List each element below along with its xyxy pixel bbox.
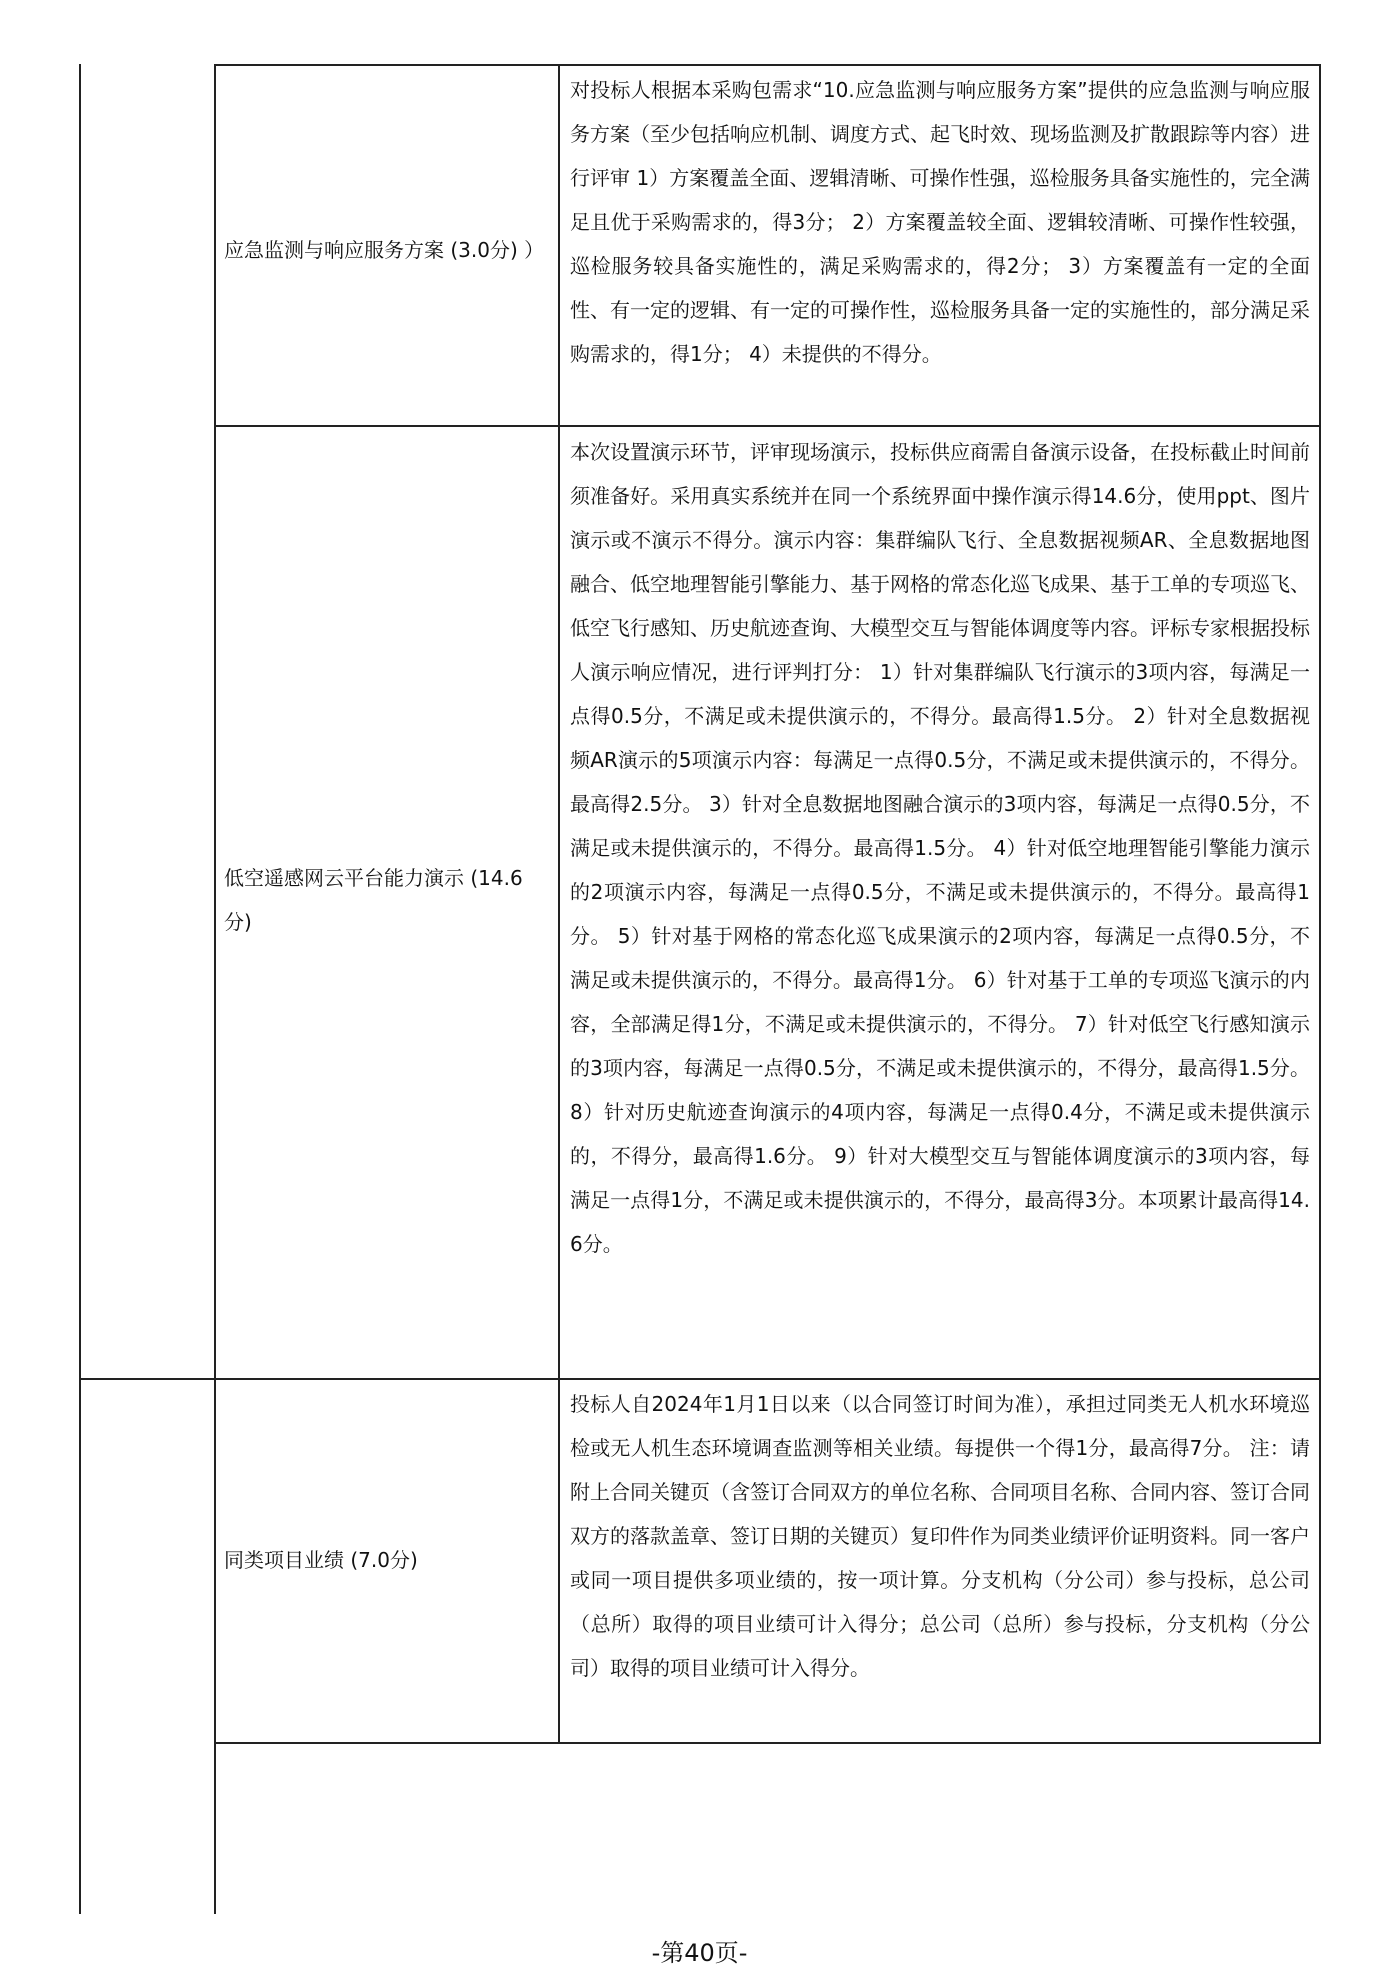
criterion-label-emergency-response: 应急监测与响应服务方案 (3.0分) ） xyxy=(224,238,545,262)
row-2-bottom-rule xyxy=(79,1378,1321,1380)
table-right-rule xyxy=(1319,64,1321,1744)
criterion-text-platform-demo: 本次设置演示环节，评审现场演示，投标供应商需自备演示设备，在投标截止时间前须准备好。采用真实系统并在同一个系统界面中操作演示得14.6分，使用ppt、图片演示或不演示不得分。演示内容：集群编队飞行、全息数据视频AR、全息数据地图融合、低空地理智能引擎能力、基于网格的常态化巡飞成果、基于工单的专项巡飞、低空飞行感知、历史航迹查询、大模型交互与智能体调度等内容。评标专家根据投标人演示响应情况，进行评判打分： 1）针对集群编队飞行演示的3项内容，每满足一点得0.5分，不满足或未提供演示的，不得分。最高得1.5分。 2）针对全息数据视频AR演示的5项演示内容：每满足一点得0.5分，不满足或未提供演示的，不得分。最高得2.5分。 3）针对全息数据地图融合演示的3项内容，每满足一点得0.5分，不满足或未提供演示的，不得分。最高得1.5分。 4）针对低空地理智能引擎能力演示的2项演示内容，每满足一点得0.5分，不满足或未提供演示的，不得分。最高得1分。 5）针对基于网格的常态化巡飞成果演示的2项内容，每满足一点得0.5分，不满足或未提供演示的，不得分。最高得1分。 6）针对基于工单的专项巡飞演示的内容，全部满足得1分，不满足或未提供演示的，不得分。 7）针对低空飞行感知演示的3项内容，每满足一点得0.5分，不满足或未提供演示的，不得分，最高得1.5分。 8）针对历史航迹查询演示的4项内容，每满足一点得0.4分，不满足或未提供演示的，不得分，最高得1.6分。 9）针对大模型交互与智能体调度演示的3项内容，每满足一点得1分，不满足或未提供演示的，不得分，最高得3分。本项累计最高得14.6分。 xyxy=(570,440,1310,1256)
table-top-rule xyxy=(214,64,1321,66)
row-1-bottom-rule xyxy=(214,425,1321,427)
table-bottom-rule xyxy=(214,1742,1321,1744)
label-text-divider xyxy=(558,64,560,1744)
criterion-text-similar-projects: 投标人自2024年1月1日以来（以合同签订时间为准），承担过同类无人机水环境巡检或无人机生态环境调查监测等相关业绩。每提供一个得1分，最高得7分。 注：请附上合同关键页（含签订合同双方的单位名称、合同项目名称、合同内容、签订合同双方的落款盖章、签订日期的关键页）复印件作为同类业绩评价证明资料。同一客户或同一项目提供多项业绩的，按一项计算。分支机构（分公司）参与投标，总公司（总所）取得的项目业绩可计入得分；总公司（总所）参与投标，分支机构（分公司）取得的项目业绩可计入得分。 xyxy=(570,1392,1310,1680)
criterion-label-platform-demo: 低空遥感网云平台能力演示 (14.6分) xyxy=(224,866,523,934)
outer-left-rule xyxy=(79,64,81,1914)
page-number: -第40页- xyxy=(651,1939,748,1967)
criterion-label-similar-projects: 同类项目业绩 (7.0分) xyxy=(224,1548,418,1572)
criterion-text-emergency-response: 对投标人根据本采购包需求“10.应急监测与响应服务方案”提供的应急监测与响应服务方案（至少包括响应机制、调度方式、起飞时效、现场监测及扩散跟踪等内容）进行评审 1）方案覆盖全面、逻辑清晰、可操作性强，巡检服务具备实施性的，完全满足且优于采购需求的，得3分； 2）方案覆盖较全面、逻辑较清晰、可操作性较强，巡检服务较具备实施性的，满足采购需求的，得2分； 3）方案覆盖有一定的全面性、有一定的逻辑、有一定的可操作性，巡检服务具备一定的实施性的，部分满足采购需求的，得1分； 4）未提供的不得分。 xyxy=(570,78,1310,366)
category-column-rule xyxy=(214,64,216,1914)
